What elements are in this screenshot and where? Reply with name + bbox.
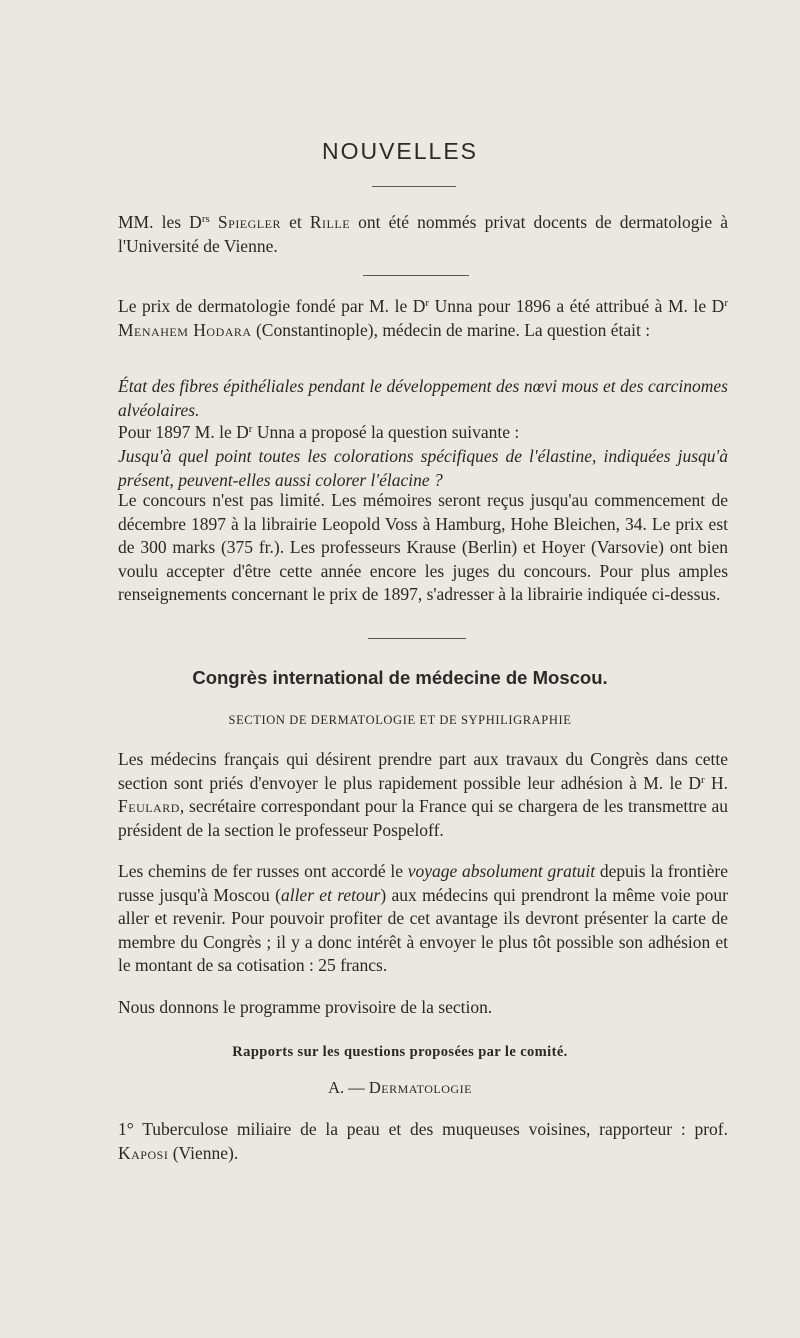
page-title: NOUVELLES	[321, 138, 479, 164]
text: (Constantinople), médecin de marine. La question était :	[251, 319, 651, 340]
text: Les médecins français qui désirent prendre part aux travaux du Congrès dans cette section sont priés d'envoyer le plus rapidement possible leur adhésion à M. le D	[118, 749, 728, 793]
text: Les chemins de fer russes ont accordé le	[118, 861, 408, 881]
text: Le prix de dermatologie fondé par M. le D	[118, 296, 426, 316]
subsection-heading: SECTION DE DERMATOLOGIE ET DE SYPHILIGRAPHIE	[228, 713, 572, 727]
dermatologie-heading	[0, 1078, 800, 1098]
rapports-heading: Rapports sur les questions proposées par le comité.	[232, 1044, 568, 1060]
person-name: Spiegler	[217, 212, 281, 232]
paragraph-programme: Nous donnons le programme provisoire de la section.	[118, 997, 493, 1017]
superscript: r	[425, 297, 430, 309]
text: ont été nommés privat docents de dermatologie à l'Université de Vienne.	[118, 212, 728, 256]
question-1896: État des fibres épithéliales pendant le développement des nœvi mous et des carcinomes alvéolaires.	[118, 376, 728, 420]
paragraph-tuberculose	[118, 1118, 728, 1165]
person-name: Feulard	[118, 796, 180, 816]
italic-text: aller et retour	[280, 884, 381, 905]
paragraph-1897	[118, 421, 728, 445]
divider	[372, 186, 456, 187]
superscript: r	[724, 297, 728, 309]
superscript: rs	[201, 213, 210, 225]
text: A. —	[328, 1078, 369, 1097]
text: Unna a proposé la question suivante :	[252, 422, 520, 442]
paragraph-nominations	[118, 211, 728, 258]
person-name: Menahem Hodara	[118, 319, 252, 340]
superscript: r	[701, 773, 705, 786]
text: , secrétaire correspondant pour la France qui se chargera de les transmettre au président de la section le professeur Pospeloff.	[118, 796, 728, 840]
superscript: r	[248, 423, 253, 435]
text: Unna pour 1896 a été attribué à M. le D	[429, 296, 725, 316]
text: et	[280, 212, 310, 232]
text: Dermatologie	[368, 1078, 472, 1097]
section-heading: Congrès international de médecine de Moscou.	[192, 667, 608, 688]
text: ) aux médecins qui prendront la même voie pour aller et revenir. Pour pouvoir profiter de cet avantage ils devront présenter la carte de membre du Congrès ; il y a donc intérêt à envoyer le plus tôt possible son adhésion et le montant de sa cotisation : 25 francs.	[118, 884, 728, 975]
divider	[368, 638, 466, 639]
text: depuis la frontière russe jusqu'à Moscou (	[118, 861, 728, 905]
text: 1° Tuberculose miliaire de la peau et des muqueuses voisines, rapporteur : prof.	[118, 1119, 728, 1139]
person-name: Kaposi	[118, 1142, 169, 1163]
divider	[363, 275, 469, 276]
question-1897: Jusqu'à quel point toutes les colorations spécifiques de l'élastine, indiquées jusqu'à présent, peuvent-elles aussi colorer l'élacine ?	[118, 446, 728, 490]
person-name: Rille	[309, 212, 351, 232]
paragraph-chemins-de-fer	[118, 860, 728, 978]
italic-text: voyage absolument gratuit	[407, 861, 596, 881]
text: MM. les D	[118, 212, 202, 232]
paragraph-prix	[118, 295, 728, 342]
paragraph-concours: Le concours n'est pas limité. Les mémoires seront reçus jusqu'au commencement de décembre 1897 à la librairie Leopold Voss à Hamburg, Hohe Bleichen, 34. Le prix est de 300 marks (375 fr.). Les professeurs Krause (Berlin) et Hoyer (Varsovie) ont bien voulu accepter d'être cette année encore les juges du concours. Pour plus amples renseignements concernant le prix de 1897, s'adresser à la librairie indiquée ci-dessus.	[118, 490, 728, 604]
paragraph-adhesion	[118, 748, 728, 842]
text: H.	[704, 772, 729, 793]
text: Pour 1897 M. le D	[118, 422, 249, 442]
text: (Vienne).	[168, 1142, 239, 1163]
